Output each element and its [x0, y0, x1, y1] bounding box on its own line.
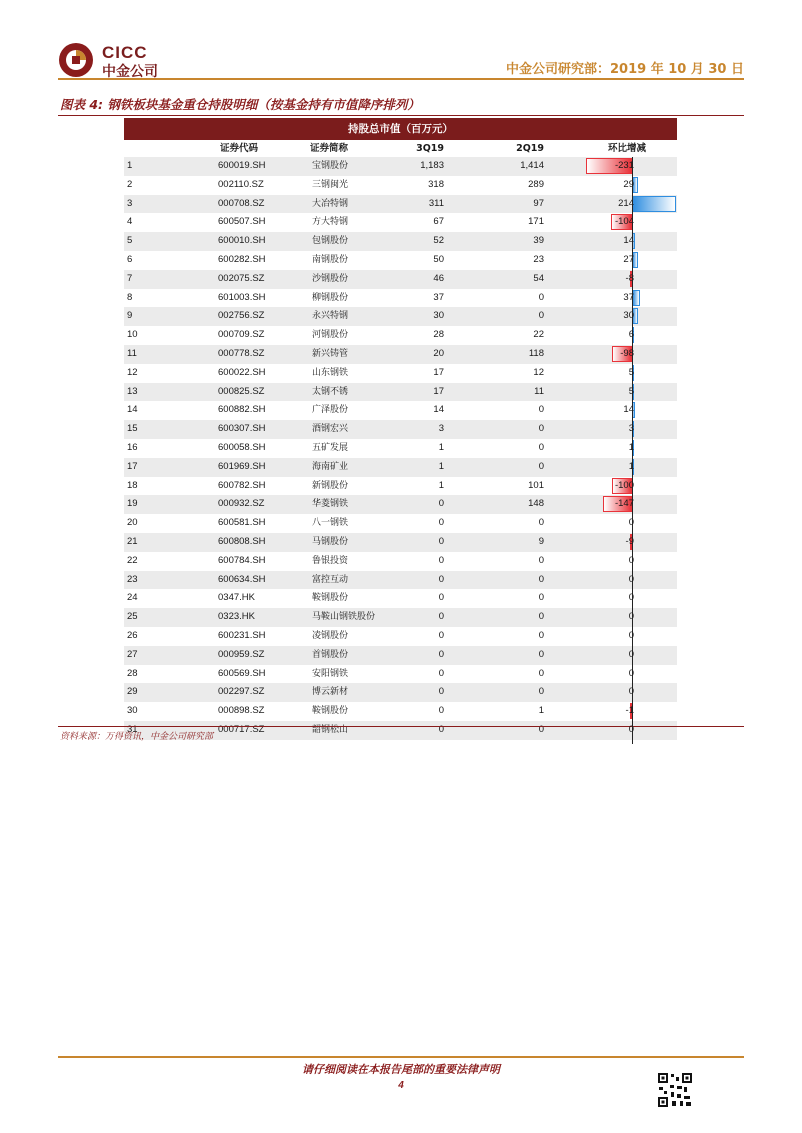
row-value-2q19: 0	[538, 404, 544, 416]
row-change-label: 214	[618, 197, 634, 209]
row-value-3q19: 37	[433, 291, 444, 303]
row-change-label: 14	[623, 235, 634, 247]
row-security-code: 000932.SZ	[218, 498, 265, 510]
row-index: 18	[127, 479, 138, 491]
row-security-code: 600569.SH	[218, 667, 266, 679]
row-security-name: 海南矿业	[312, 461, 349, 472]
table-row	[124, 552, 677, 571]
row-index: 4	[127, 216, 133, 228]
row-security-name: 山东钢铁	[312, 367, 349, 378]
row-security-name: 凌钢股份	[312, 630, 349, 641]
change-bar-positive	[632, 196, 676, 212]
row-value-3q19: 17	[433, 385, 444, 397]
row-value-2q19: 1	[538, 705, 544, 717]
table-column-header	[124, 140, 677, 157]
table-row	[124, 477, 677, 496]
table-row	[124, 213, 677, 232]
row-value-3q19: 0	[438, 723, 444, 735]
row-security-code: 000898.SZ	[218, 705, 265, 717]
row-index: 3	[127, 197, 133, 209]
row-index: 7	[127, 272, 133, 284]
row-change-label: 3	[628, 423, 634, 435]
row-index: 8	[127, 291, 133, 303]
row-change-label: 37	[623, 291, 634, 303]
row-change-label: -104	[614, 216, 634, 228]
header-divider	[58, 78, 744, 80]
row-security-name: 华菱钢铁	[312, 499, 349, 510]
row-security-code: 002756.SZ	[218, 310, 265, 322]
row-value-3q19: 14	[433, 404, 444, 416]
row-value-2q19: 9	[538, 535, 544, 547]
row-index: 28	[127, 667, 138, 679]
row-value-2q19: 54	[533, 272, 544, 284]
row-value-2q19: 289	[528, 178, 544, 190]
row-value-3q19: 0	[438, 648, 444, 660]
row-security-name: 马钢股份	[312, 536, 349, 547]
row-value-3q19: 0	[438, 573, 444, 585]
row-security-name: 南钢股份	[312, 254, 349, 265]
row-value-3q19: 3	[438, 423, 444, 435]
row-change-label: -147	[614, 498, 634, 510]
table-title-bar: 持股总市值（百万元）	[124, 118, 677, 140]
holdings-table	[124, 118, 677, 740]
row-value-3q19: 0	[438, 629, 444, 641]
footer-divider	[58, 1056, 744, 1058]
row-value-3q19: 20	[433, 347, 444, 359]
row-change-label: 6	[628, 329, 634, 341]
row-value-2q19: 23	[533, 253, 544, 265]
row-security-code: 600784.SH	[218, 554, 266, 566]
table-row	[124, 157, 677, 176]
row-value-3q19: 67	[433, 216, 444, 228]
row-security-code: 0347.HK	[218, 592, 255, 604]
row-security-name: 安阳钢铁	[312, 668, 349, 679]
row-value-3q19: 0	[438, 498, 444, 510]
row-value-3q19: 0	[438, 667, 444, 679]
row-value-2q19: 0	[538, 611, 544, 623]
row-security-code: 000708.SZ	[218, 197, 265, 209]
row-change-label: -8	[625, 272, 634, 284]
table-bottom-divider	[58, 726, 744, 727]
row-index: 6	[127, 253, 133, 265]
table-row	[124, 439, 677, 458]
row-change-label: 0	[628, 686, 634, 698]
row-security-code: 600581.SH	[218, 517, 266, 529]
row-change-label: -98	[620, 347, 634, 359]
legal-notice: 请仔细阅读在本报告尾部的重要法律声明	[302, 1063, 500, 1076]
row-value-2q19: 0	[538, 554, 544, 566]
row-change-label: 0	[628, 517, 634, 529]
row-security-code: 600634.SH	[218, 573, 266, 585]
row-security-name: 太钢不锈	[312, 386, 349, 397]
row-security-name: 三钢闽光	[312, 179, 349, 190]
row-index: 15	[127, 423, 138, 435]
table-row	[124, 495, 677, 514]
row-change-label: -100	[614, 479, 634, 491]
row-index: 27	[127, 648, 138, 660]
row-value-3q19: 30	[433, 310, 444, 322]
row-change-label: 1	[628, 460, 634, 472]
table-row	[124, 533, 677, 552]
row-value-2q19: 97	[533, 197, 544, 209]
row-security-code: 000709.SZ	[218, 329, 265, 341]
row-security-code: 600882.SH	[218, 404, 266, 416]
row-value-2q19: 0	[538, 423, 544, 435]
table-row	[124, 364, 677, 383]
row-value-2q19: 101	[528, 479, 544, 491]
row-security-code: 600019.SH	[218, 160, 266, 171]
row-index: 19	[127, 498, 138, 510]
row-change-label: 0	[628, 611, 634, 623]
row-change-label: 5	[628, 385, 634, 397]
row-value-3q19: 28	[433, 329, 444, 341]
row-change-label: 0	[628, 648, 634, 660]
figure-title-divider	[58, 115, 744, 116]
row-change-label: 30	[623, 310, 634, 322]
source-note: 资料来源：万得资讯，中金公司研究部	[60, 732, 214, 742]
row-change-label: -9	[625, 535, 634, 547]
row-security-code: 600507.SH	[218, 216, 266, 228]
row-value-2q19: 0	[538, 460, 544, 472]
row-change-label: 0	[628, 573, 634, 585]
row-index: 25	[127, 611, 138, 623]
table-row	[124, 702, 677, 721]
row-security-code: 600282.SH	[218, 253, 266, 265]
row-change-label: 14	[623, 404, 634, 416]
row-index: 29	[127, 686, 138, 698]
row-value-3q19: 0	[438, 554, 444, 566]
table-row	[124, 307, 677, 326]
row-index: 12	[127, 366, 138, 378]
row-index: 24	[127, 592, 138, 604]
table-row	[124, 458, 677, 477]
row-value-3q19: 1,183	[420, 160, 444, 171]
row-index: 21	[127, 535, 138, 547]
row-security-name: 酒钢宏兴	[312, 424, 349, 435]
row-change-label: -1	[625, 705, 634, 717]
row-security-code: 000778.SZ	[218, 347, 265, 359]
row-index: 1	[127, 160, 133, 171]
table-row	[124, 289, 677, 308]
table-row	[124, 514, 677, 533]
row-security-name: 永兴特钢	[312, 311, 349, 322]
row-value-3q19: 0	[438, 705, 444, 717]
row-value-3q19: 50	[433, 253, 444, 265]
row-index: 14	[127, 404, 138, 416]
row-value-3q19: 1	[438, 479, 444, 491]
row-security-code: 000825.SZ	[218, 385, 265, 397]
row-security-name: 柳钢股份	[312, 292, 349, 303]
row-security-code: 600782.SH	[218, 479, 266, 491]
row-value-2q19: 0	[538, 573, 544, 585]
row-security-name: 方大特钢	[312, 217, 349, 228]
row-value-2q19: 0	[538, 291, 544, 303]
row-value-3q19: 318	[428, 178, 444, 190]
row-index: 10	[127, 329, 138, 341]
col-header-code: 证券代码	[220, 143, 259, 154]
table-row	[124, 571, 677, 590]
row-value-2q19: 148	[528, 498, 544, 510]
row-security-name: 包钢股份	[312, 236, 349, 247]
row-security-code: 601003.SH	[218, 291, 266, 303]
row-value-3q19: 46	[433, 272, 444, 284]
row-value-2q19: 0	[538, 592, 544, 604]
table-row	[124, 345, 677, 364]
row-security-name: 八一钢铁	[312, 518, 349, 529]
row-change-label: 29	[623, 178, 634, 190]
report-date-header: 中金公司研究部：2019 年 10 月 30 日	[506, 62, 744, 77]
table-row	[124, 383, 677, 402]
row-security-name: 马鞍山钢铁股份	[312, 612, 376, 623]
row-change-label: 0	[628, 723, 634, 735]
row-value-3q19: 0	[438, 517, 444, 529]
table-row	[124, 627, 677, 646]
row-change-label: 27	[623, 253, 634, 265]
row-change-label: 1	[628, 441, 634, 453]
page-number: 4	[398, 1080, 404, 1091]
figure-title: 图表 4: 钢铁板块基金重仓持股明细（按基金持有市值降序排列）	[60, 97, 420, 112]
col-header-2q19: 2Q19	[516, 143, 544, 154]
row-value-2q19: 0	[538, 517, 544, 529]
table-row	[124, 420, 677, 439]
row-index: 13	[127, 385, 138, 397]
row-change-label: 0	[628, 667, 634, 679]
row-security-name: 鞍钢股份	[312, 706, 349, 717]
row-security-name: 博云新材	[312, 687, 349, 698]
table-row	[124, 326, 677, 345]
row-security-code: 600307.SH	[218, 423, 266, 435]
row-value-2q19: 0	[538, 648, 544, 660]
cicc-logo	[58, 42, 178, 80]
row-security-name: 沙钢股份	[312, 273, 349, 284]
row-security-name: 广泽股份	[312, 405, 349, 416]
table-row	[124, 270, 677, 289]
row-security-code: 600231.SH	[218, 629, 266, 641]
qr-code-icon	[657, 1072, 693, 1108]
row-change-label: 0	[628, 554, 634, 566]
row-security-code: 000717.SZ	[218, 723, 265, 735]
row-change-label: 0	[628, 629, 634, 641]
table-row	[124, 401, 677, 420]
row-security-code: 0323.HK	[218, 611, 255, 623]
row-security-name: 韶钢松山	[312, 724, 349, 735]
row-value-2q19: 0	[538, 667, 544, 679]
row-value-2q19: 1,414	[520, 160, 544, 171]
table-row	[124, 665, 677, 684]
row-value-2q19: 0	[538, 441, 544, 453]
row-index: 5	[127, 235, 133, 247]
table-row	[124, 683, 677, 702]
row-change-label: 0	[628, 592, 634, 604]
table-row	[124, 589, 677, 608]
col-header-3q19: 3Q19	[416, 143, 444, 154]
row-index: 23	[127, 573, 138, 585]
row-value-3q19: 311	[428, 197, 444, 209]
row-security-code: 000959.SZ	[218, 648, 265, 660]
row-security-name: 新钢股份	[312, 480, 349, 491]
row-index: 20	[127, 517, 138, 529]
row-security-name: 宝钢股份	[312, 161, 349, 171]
row-security-code: 002075.SZ	[218, 272, 265, 284]
row-index: 22	[127, 554, 138, 566]
row-security-name: 五矿发展	[312, 442, 349, 453]
table-body	[124, 157, 677, 740]
row-security-code: 601969.SH	[218, 460, 266, 472]
row-value-2q19: 0	[538, 629, 544, 641]
row-index: 26	[127, 629, 138, 641]
row-index: 9	[127, 310, 133, 322]
row-security-code: 002297.SZ	[218, 686, 265, 698]
col-header-change: 环比增减	[608, 143, 647, 154]
row-security-code: 002110.SZ	[218, 178, 264, 190]
row-value-2q19: 12	[533, 366, 544, 378]
row-value-2q19: 39	[533, 235, 544, 247]
row-security-name: 鞍钢股份	[312, 593, 349, 604]
logo-chinese-text: 中金公司	[102, 63, 158, 79]
table-row	[124, 608, 677, 627]
row-security-name: 富控互动	[312, 574, 349, 585]
row-security-code: 600808.SH	[218, 535, 266, 547]
row-value-2q19: 0	[538, 686, 544, 698]
row-index: 30	[127, 705, 138, 717]
row-security-name: 河钢股份	[312, 330, 349, 341]
row-security-code: 600058.SH	[218, 441, 266, 453]
row-value-2q19: 171	[528, 216, 544, 228]
row-value-2q19: 118	[528, 347, 544, 359]
row-value-3q19: 0	[438, 611, 444, 623]
row-value-3q19: 52	[433, 235, 444, 247]
row-security-code: 600022.SH	[218, 366, 266, 378]
row-value-3q19: 17	[433, 366, 444, 378]
row-value-2q19: 22	[533, 329, 544, 341]
row-security-name: 鲁银投资	[312, 555, 349, 566]
logo-english-text: CICC	[102, 43, 148, 62]
row-value-3q19: 1	[438, 460, 444, 472]
row-security-name: 大冶特钢	[312, 198, 349, 209]
row-index: 16	[127, 441, 138, 453]
row-value-2q19: 11	[534, 385, 544, 397]
row-value-2q19: 0	[538, 723, 544, 735]
change-bar-axis	[632, 157, 633, 744]
row-value-3q19: 1	[438, 441, 444, 453]
row-security-name: 新兴铸管	[312, 348, 349, 359]
row-change-label: -231	[614, 160, 634, 171]
table-row	[124, 646, 677, 665]
row-value-3q19: 0	[438, 535, 444, 547]
row-index: 31	[127, 723, 138, 735]
row-change-label: 5	[628, 366, 634, 378]
row-value-2q19: 0	[538, 310, 544, 322]
row-security-name: 首钢股份	[312, 649, 349, 660]
table-row	[124, 176, 677, 195]
table-row	[124, 251, 677, 270]
row-value-3q19: 0	[438, 686, 444, 698]
row-index: 11	[127, 347, 137, 359]
row-value-3q19: 0	[438, 592, 444, 604]
table-row	[124, 195, 677, 214]
row-index: 17	[127, 460, 138, 472]
cicc-logo-icon	[58, 42, 94, 78]
table-row	[124, 232, 677, 251]
col-header-name: 证券简称	[310, 143, 349, 154]
row-security-code: 600010.SH	[218, 235, 266, 247]
row-index: 2	[127, 178, 133, 190]
